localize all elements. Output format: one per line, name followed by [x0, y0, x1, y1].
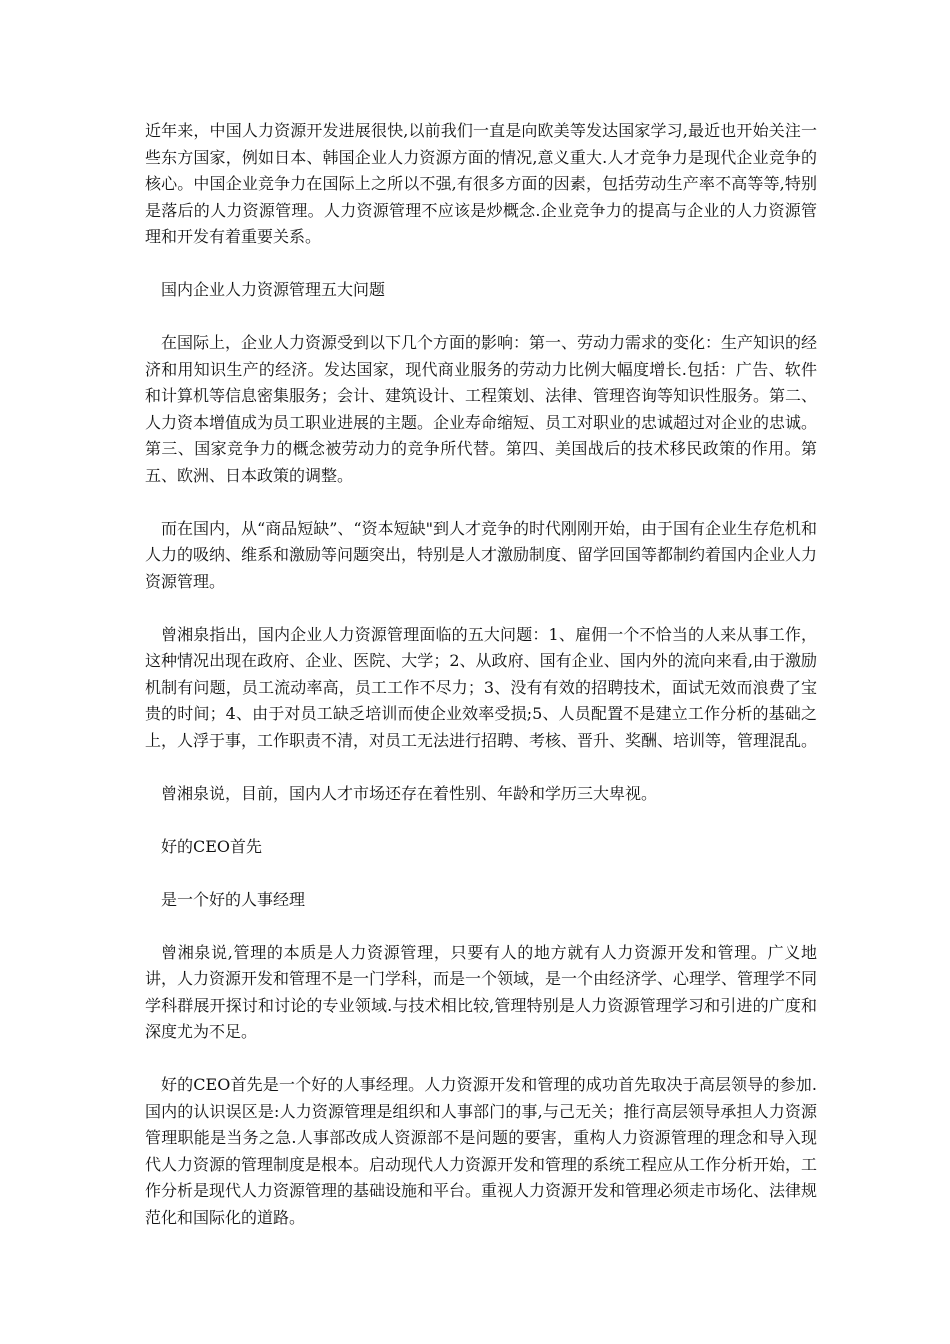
management-essence-paragraph: 曾湘泉说,管理的本质是人力资源管理，只要有人的地方就有人力资源开发和管理。广义地讲，人力资源开发和管理不是一门学科，而是一个领域，是一个由经济学、心理学、管理学不同学科群展开探讨和讨论的专业领域.与技术相比较,管理特别是人力资源管理学习和引进的广度和深度尤为不足。 — [145, 942, 818, 1041]
section-heading-ceo-line1: 好的CEO首先 — [161, 836, 263, 856]
five-problems-paragraph: 曾湘泉指出，国内企业人力资源管理面临的五大问题：1、雇佣一个不恰当的人来从事工作，这种情况出现在政府、企业、医院、大学；2、从政府、国有企业、国内外的流向来看,由于激励机制有问题，员工流动率高，员工工作不尽力；3、没有有效的招聘技术，面试无效而浪费了宝贵的时间；4、由于对员工缺乏培训而使企业效率受损;5、人员配置不是建立工作分析的基础之上，人浮于事，工作职责不清，对员工无法进行招聘、考核、晋升、奖酬、培训等，管理混乱。 — [145, 624, 818, 750]
section-heading-five-problems: 国内企业人力资源管理五大问题 — [161, 280, 386, 299]
intro-paragraph: 近年来，中国人力资源开发进展很快,以前我们一直是向欧美等发达国家学习,最近也开始关注一些东方国家，例如日本、韩国企业人力资源方面的情况,意义重大.人才竞争力是现代企业竞争的核心。中国企业竞争力在国际上之所以不强,有很多方面的因素，包括劳动生产率不高等等,特别是落后的人力资源管理。人力资源管理不应该是炒概念.企业竞争力的提高与企业的人力资源管理和开发有着重要关系。 — [145, 121, 817, 246]
section-heading-ceo-line2: 是一个好的人事经理 — [161, 889, 306, 909]
ceo-role-paragraph: 好的CEO首先是一个好的人事经理。人力资源开发和管理的成功首先取决于高层领导的参加.国内的认识误区是:人力资源管理是组织和人事部门的事,与己无关；推行高层领导承担人力资源管理职能是当务之急.人事部改成人资源部不是问题的要害，重构人力资源管理的理念和导入现代人力资源的管理制度是根本。启动现代人力资源开发和管理的系统工程应从工作分析开始，工作分析是现代人力资源管理的基础设施和平台。重视人力资源开发和管理必须走市场化、法律规范化和国际化的道路。 — [145, 1075, 818, 1227]
international-factors-paragraph: 在国际上，企业人力资源受到以下几个方面的影响：第一、劳动力需求的变化：生产知识的经济和用知识生产的经济。发达国家，现代商业服务的劳动力比例大幅度增长.包括：广告、软件和计算机等信息密集服务；会计、建筑设计、工程策划、法律、管理咨询等知识性服务。第二、人力资本增值成为员工职业进展的主题。企业寿命缩短、员工对职业的忠诚超过对企业的忠诚。第三、国家竞争力的概念被劳动力的竞争所代替。第四、美国战后的技术移民政策的作用。第五、欧洲、日本政策的调整。 — [145, 333, 818, 485]
document-body — [145, 118, 817, 1258]
discrimination-paragraph: 曾湘泉说，目前，国内人才市场还存在着性别、年龄和学历三大卑视。 — [161, 783, 658, 803]
domestic-situation-paragraph: 而在国内，从“商品短缺”、“资本短缺"到人才竞争的时代刚刚开始，由于国有企业生存危机和人力的吸纳、维系和激励等问题突出，特别是人才激励制度、留学回国等都制约着国内企业人力资源管理。 — [145, 518, 818, 591]
